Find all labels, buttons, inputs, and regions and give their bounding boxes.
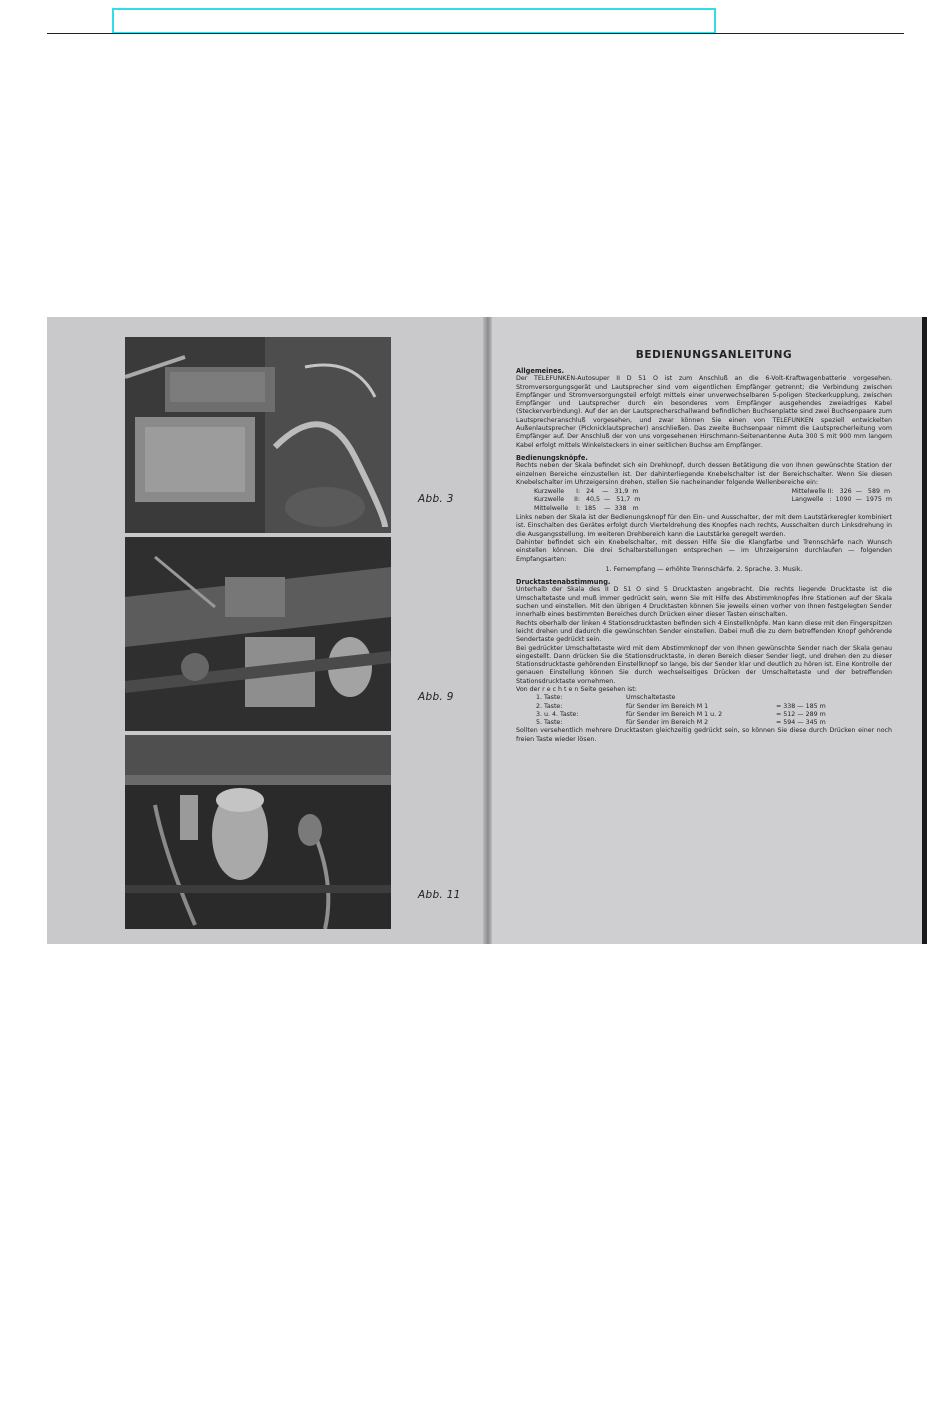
paragraph: Der TELEFUNKEN-Autosuper II D 51 O ist zum Anschluß an die 6-Volt-Kraftwagenbatterie vorgesehen. Stromversorgungsgerät und Lautsprecher sind vom eigentlichen Empfänger getrennt; die Verbindung zwischen Empfänger und Stromversorgungsteil erfolgt mittels einer unverwechselbaren 5-poligen Steckerkupplung, zwischen Empfänger und Lautsprecher durch ein besonderes vom Empfänger ausgehendes zweiadriges Kabel (Steckerverbindung). Auf der an der Lautsprecherschallwand befindlichen Buchsenplatte sind zwei Buchsenpaare zum Lautsprecheranschluß vorgesehen, und zwar können Sie einen von TELEFUNKEN speziell entwickelten Außenlautsprecher (Picknicklautsprecher) anschließen. Das zweite Buchsenpaar nimmt die Lautsprecherleitung vom Empfänger auf. Der Anschluß der von uns vorgesehenen Hirschmann-Seitenantenne Auta 300 S mit 900 mm langem Kabel erfolgt mittels Winkelsteckers in einer seitlichen Buchse am Empfänger. (516, 375, 892, 449)
paragraph: Rechts oberhalb der linken 4 Stationsdrucktasten befinden sich 4 Einstellknöpfe. Man kann diese mit den Fingerspitzen leicht drehen und dadurch die gewünschten Sender einstellen. Dabei muß die zu dem betreffenden Knopf gehörende Sendertaste gedrückt sein. (516, 619, 892, 644)
key-function: für Sender im Bereich M 2 (626, 719, 709, 727)
wave-ranges-right (792, 488, 892, 513)
paragraph: Bei gedrückter Umschaltetaste wird mit dem Abstimmknopf der von Ihnen gewünschte Sender nach der Skala genau eingestellt. Dann drücken Sie die Stationsdrucktaste, in deren Bereich dieser Sender liegt, und drehen den zu dieser Stationsdrucktaste gehörenden Einstellknopf so lange, bis der Sender klar und deutlich zu hören ist. Eine Kontrolle der genauen Einstellung können Sie durch wechselseitiges Drücken der Umschaltetaste und der betreffenden Stationsdrucktaste vornehmen. (516, 644, 892, 685)
paragraph: Dahinter befindet sich ein Knebelschalter, mit dessen Hilfe Sie die Klangfarbe und Trennschärfe nach Wunsch einstellen können. Die drei Schalterstellungen entsprechen — im Uhrzeigersinn durchlaufen — folgenden Empfangsarten: (516, 538, 892, 563)
photo-abb-3 (125, 337, 391, 533)
key-range: = 512 — 289 m (776, 710, 826, 718)
left-page (47, 317, 487, 944)
section-heading-allgemeines: Allgemeines. (516, 367, 565, 375)
wave-range: Mittelwelle I: 185 — 338 m (534, 504, 639, 512)
wave-range: Mittelwelle II: 326 — 589 m (791, 488, 891, 496)
caption-abb-9: Abb. 9 (418, 691, 454, 703)
wave-range: Langwelle : 1090 — 1975 m (791, 496, 892, 504)
key-label: 5. Taste: (536, 719, 563, 727)
wave-range: Kurzwelle I: 24 — 31,9 m (534, 488, 639, 496)
wave-ranges (534, 488, 892, 513)
paragraph: Rechts neben der Skala befindet sich ein Drehknopf, durch dessen Betätigung die von Ihnen gewünschte Station der einzelnen Bereiche einzustellen ist. Der dahinterliegende Knebelschalter ist der Bereichschalter. Wenn Sie diesen Knebelschalter im Uhrzeigersinn drehen, stellen Sie nacheinander folgende Wellenbereiche ein: (516, 462, 892, 486)
paragraph: Von der r e c h t e n Seite gesehen ist: (516, 685, 637, 693)
key-label: 1. Taste: (536, 694, 563, 702)
key-function: Umschaltetaste (626, 694, 676, 702)
section-heading-bedienungsknoepfe: Bedienungsknöpfe. (516, 453, 588, 462)
header-rule (47, 33, 904, 34)
caption-abb-11: Abb. 11 (418, 889, 461, 901)
reception-modes: 1. Fernempfang — erhöhte Trennschärfe. 2. Sprache. 3. Musik. (605, 565, 803, 573)
instructions-text (516, 349, 892, 744)
photo-abb-11 (125, 735, 391, 929)
key-range: = 338 — 185 m (776, 702, 826, 710)
paragraph: Sollten versehentlich mehrere Drucktasten gleichzeitig gedrückt sein, so können Sie diese durch Drücken einer noch freien Taste wieder lösen. (516, 727, 892, 743)
table-row (536, 711, 892, 719)
scanned-booklet-spread (47, 317, 927, 944)
header-highlight-box (112, 8, 716, 34)
paragraph: Links neben der Skala ist der Bedienungsknopf für den Ein- und Ausschalter, der mit dem Lautstärkeregler kombiniert ist. Einschalten des Gerätes erfolgt durch Vierteldrehung des Knopfes nach rechts, Ausschalten durch Linksdrehung in die Ausgangsstellung. Im weiteren Drehbereich kann die Lautstärke geregelt werden. (516, 514, 892, 538)
key-assignment-table (536, 694, 892, 727)
wave-ranges-left (534, 488, 640, 513)
photo-abb-9 (125, 537, 391, 731)
key-range: = 594 — 345 m (776, 719, 826, 727)
right-page (492, 317, 922, 944)
key-label: 3. u. 4. Taste: (536, 710, 579, 718)
table-row (536, 694, 892, 702)
key-label: 2. Taste: (536, 702, 563, 710)
key-function: für Sender im Bereich M 1 u. 2 (626, 710, 723, 718)
table-row (536, 719, 892, 727)
page-title: BEDIENUNGSANLEITUNG (635, 349, 793, 361)
paragraph: Unterhalb der Skala des II D 51 O sind 5 Drucktasten angebracht. Die rechts liegende Drucktaste ist die Umschaltetaste und muß immer gedrückt sein, wenn Sie mit Hilfe des Abstimmknopfes Ihre Stationen auf der Skala suchen und einstellen. Mit den übrigen 4 Drucktasten können Sie jeweils einen vorher von Ihnen festgelegten Sender innerhalb eines bestimmten Bereiches durch Drücken einer dieser Tasten einschalten. (516, 586, 892, 619)
caption-abb-3: Abb. 3 (418, 493, 454, 505)
section-heading-drucktastenabstimmung: Drucktastenabstimmung. (516, 578, 611, 587)
wave-range: Kurzwelle II: 40,5 — 51,7 m (534, 496, 641, 504)
key-function: für Sender im Bereich M 1 (626, 702, 709, 710)
table-row (536, 703, 892, 711)
